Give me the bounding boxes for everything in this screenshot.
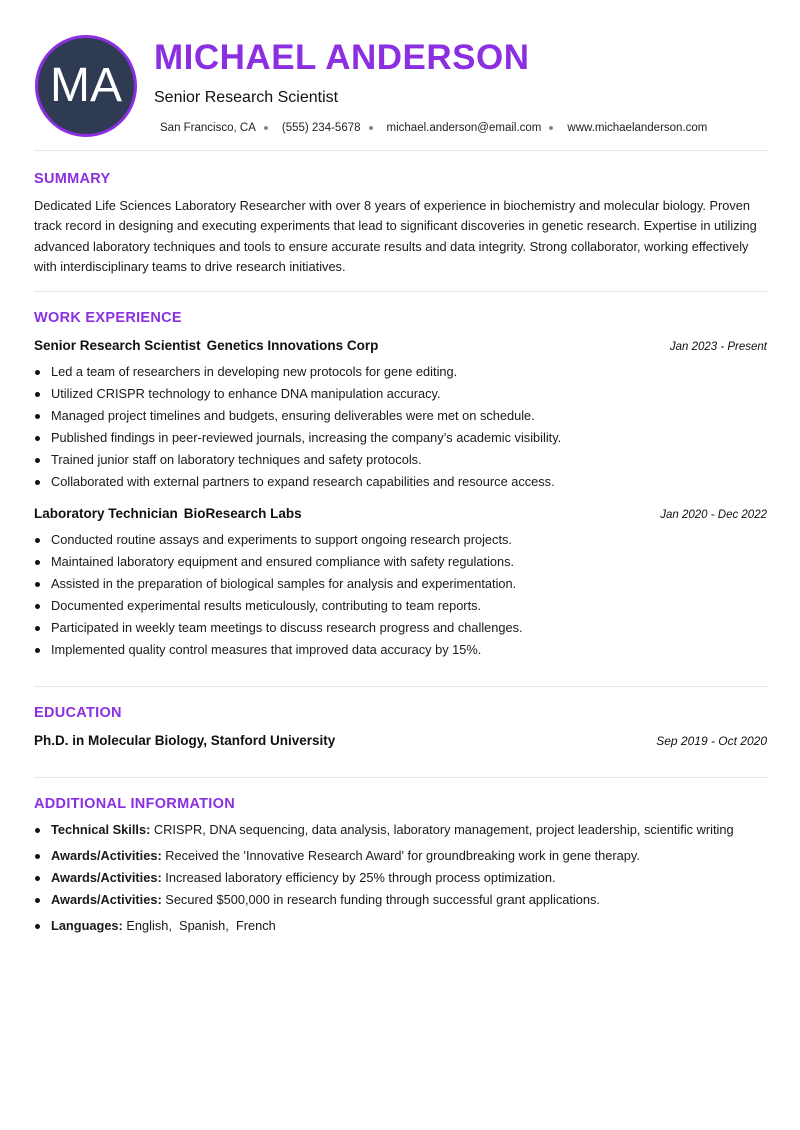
contact-row (160, 120, 707, 136)
separator-dot (549, 126, 553, 130)
info-value: English, Spanish, French (126, 918, 276, 933)
info-value: Secured $500,000 in research funding through successful grant applications. (165, 892, 600, 907)
list-item: Implemented quality control measures that improved data accuracy by 15%. (51, 639, 767, 661)
education-dates: Sep 2019 - Oct 2020 (656, 734, 767, 748)
list-item: Collaborated with external partners to expand research capabilities and resource access. (51, 471, 767, 493)
job-header (34, 338, 767, 353)
summary-text: Dedicated Life Sciences Laboratory Researcher with over 8 years of experience in biochemistry and molecular biology. Proven track record in designing and executing experiments that lead to significant discoveries in genetic research. Expertise in utilizing advanced laboratory techniques and tools to ensure accurate results and data integrity. Strong collaborator, working effectively with interdisciplinary teams to drive research initiatives. (34, 198, 757, 274)
candidate-name: MICHAEL ANDERSON (154, 38, 530, 77)
candidate-title: Senior Research Scientist (154, 89, 339, 106)
job-header (34, 506, 767, 521)
list-item: Trained junior staff on laboratory techniques and safety protocols. (51, 449, 767, 471)
info-label: Awards/Activities: (51, 870, 162, 885)
section-divider (34, 777, 767, 778)
list-item: Utilized CRISPR technology to enhance DNA manipulation accuracy. (51, 383, 767, 405)
job-company: Genetics Innovations Corp (206, 338, 379, 353)
summary-heading: SUMMARY (34, 171, 111, 187)
job-bullets (51, 529, 767, 661)
section-divider (34, 291, 767, 292)
additional-info-heading: ADDITIONAL INFORMATION (34, 796, 235, 812)
job-role: Senior Research Scientist (34, 338, 201, 353)
education-degree: Ph.D. in Molecular Biology, Stanford University (34, 733, 336, 748)
job-role-line (34, 338, 378, 353)
info-label: Awards/Activities: (51, 848, 162, 863)
job-dates: Jan 2023 - Present (669, 341, 767, 353)
contact-email[interactable]: michael.anderson@email.com (386, 122, 542, 134)
contact-location: San Francisco, CA (160, 122, 256, 134)
list-item: Conducted routine assays and experiments to support ongoing research projects. (51, 529, 767, 551)
info-value: Received the 'Innovative Research Award' for groundbreaking work in gene therapy. (165, 848, 640, 863)
list-item: Led a team of researchers in developing new protocols for gene editing. (51, 361, 767, 383)
avatar (35, 35, 137, 137)
job-role: Laboratory Technician (34, 506, 178, 521)
separator-dot (264, 126, 268, 130)
section-divider (34, 686, 767, 687)
list-item (51, 889, 767, 911)
job-dates: Jan 2020 - Dec 2022 (660, 509, 767, 521)
job-role-line (34, 506, 302, 521)
work-experience-heading: WORK EXPERIENCE (34, 310, 182, 326)
separator-dot (369, 126, 373, 130)
job-company: BioResearch Labs (183, 506, 302, 521)
list-item (51, 819, 767, 841)
education-entry (34, 733, 767, 748)
avatar-initials: MA (50, 59, 122, 112)
info-value: CRISPR, DNA sequencing, data analysis, laboratory management, project leadership, scientific writing (153, 822, 734, 837)
list-item: Assisted in the preparation of biological samples for analysis and experimentation. (51, 573, 767, 595)
additional-info-list (51, 819, 767, 937)
list-item: Maintained laboratory equipment and ensured compliance with safety regulations. (51, 551, 767, 573)
info-value: Increased laboratory efficiency by 25% through process optimization. (165, 870, 556, 885)
contact-website[interactable]: www.michaelanderson.com (567, 122, 708, 134)
education-heading: EDUCATION (34, 705, 122, 721)
list-item: Documented experimental results meticulously, contributing to team reports. (51, 595, 767, 617)
list-item (51, 845, 767, 867)
list-item (51, 867, 767, 889)
list-item: Managed project timelines and budgets, ensuring deliverables were met on schedule. (51, 405, 767, 427)
list-item: Participated in weekly team meetings to discuss research progress and challenges. (51, 617, 767, 639)
info-label: Technical Skills: (51, 822, 151, 837)
contact-phone: (555) 234-5678 (281, 122, 361, 134)
info-label: Languages: (51, 918, 123, 933)
list-item: Published findings in peer-reviewed journals, increasing the company’s academic visibility. (51, 427, 767, 449)
job-bullets (51, 361, 767, 493)
section-divider (34, 150, 767, 151)
info-label: Awards/Activities: (51, 892, 162, 907)
list-item (51, 915, 767, 937)
